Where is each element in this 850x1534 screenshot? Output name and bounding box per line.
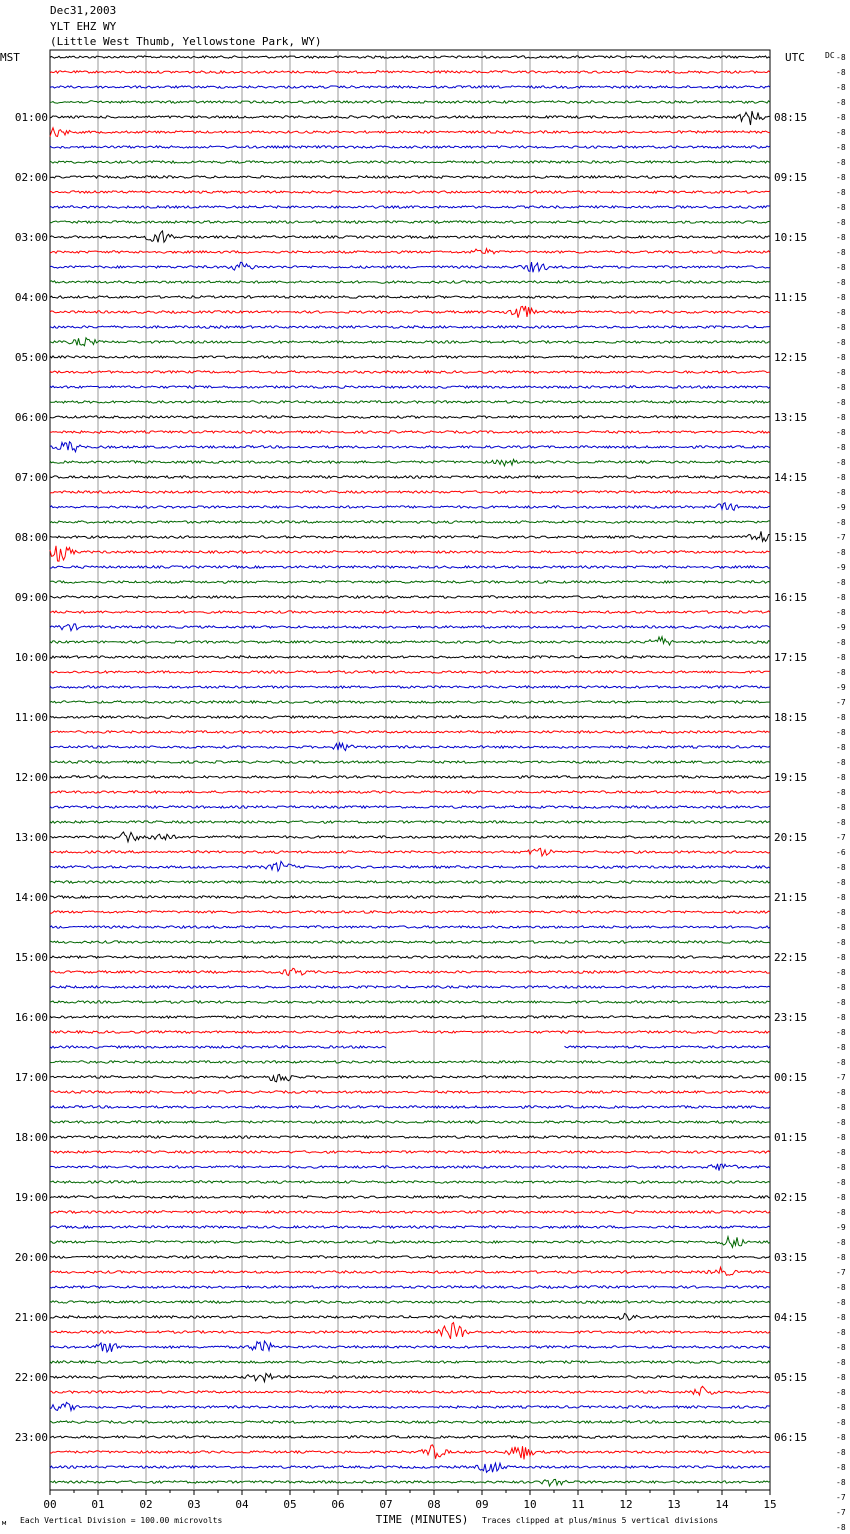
dc-offset-label: -8 (836, 173, 846, 182)
dc-offset-label: -8 (836, 863, 846, 872)
seismic-trace (50, 832, 770, 842)
seismic-trace (50, 221, 770, 223)
right-hour-label: 04:15 (774, 1311, 808, 1324)
right-hour-label: 03:15 (774, 1251, 808, 1264)
left-hour-label: 01:00 (14, 111, 48, 124)
seismic-trace (50, 176, 770, 178)
dc-offset-label: -8 (836, 923, 846, 932)
x-tick-label: 12 (619, 1498, 633, 1511)
dc-offset-label: -8 (836, 1328, 846, 1337)
seismic-trace (50, 1091, 770, 1093)
seismic-trace (50, 231, 770, 242)
seismic-trace (50, 1402, 770, 1410)
right-hour-label: 00:15 (774, 1071, 808, 1084)
dc-offset-label: -8 (836, 1043, 846, 1052)
station-name: YLT EHZ WY (50, 20, 117, 33)
seismic-trace (50, 566, 770, 568)
dc-offset-label: -8 (836, 638, 846, 647)
seismic-trace (50, 281, 770, 283)
dc-offset-label: -9 (836, 1223, 846, 1232)
dc-offset-label: -8 (836, 743, 846, 752)
seismic-trace (50, 71, 770, 73)
left-hour-label: 21:00 (14, 1311, 48, 1324)
seismic-trace (50, 1386, 770, 1395)
seismic-trace (50, 1196, 770, 1198)
dc-offset-label: -8 (836, 398, 846, 407)
seismic-trace (50, 531, 770, 541)
left-hour-label: 10:00 (14, 651, 48, 664)
dc-offset-label: -7 (836, 533, 846, 542)
dc-offset-label: -8 (836, 353, 846, 362)
dc-offset-label: -9 (836, 563, 846, 572)
seismic-trace (50, 1164, 770, 1171)
clip-note: Traces clipped at plus/minus 5 vertical divisions (482, 1516, 719, 1525)
dc-offset-label: -8 (836, 1448, 846, 1457)
seismic-trace (50, 442, 770, 452)
left-hour-label: 17:00 (14, 1071, 48, 1084)
dc-offset-label: -8 (836, 968, 846, 977)
seismic-trace (50, 1323, 770, 1339)
x-tick-label: 02 (139, 1498, 153, 1511)
right-hour-label: 14:15 (774, 471, 808, 484)
seismic-trace (50, 791, 770, 793)
seismic-trace (50, 1445, 770, 1460)
seismic-trace (50, 1436, 770, 1438)
left-hour-label: 04:00 (14, 291, 48, 304)
seismic-trace (50, 401, 770, 403)
seismic-trace (50, 911, 770, 913)
dc-offset-label: -8 (836, 338, 846, 347)
seismic-trace (50, 476, 770, 478)
seismic-trace (50, 326, 770, 328)
seismic-trace (50, 761, 770, 763)
right-hour-label: 09:15 (774, 171, 808, 184)
dc-offset-label: -8 (836, 278, 846, 287)
seismic-trace (50, 1373, 770, 1381)
seismic-trace (50, 1256, 770, 1258)
seismic-trace (50, 262, 770, 272)
x-axis-label: TIME (MINUTES) (375, 1513, 469, 1526)
seismic-trace (50, 1181, 770, 1183)
dc-offset-label: -8 (836, 83, 846, 92)
seismic-trace (50, 459, 770, 466)
seismic-trace (50, 1074, 770, 1081)
seismic-trace (50, 111, 770, 125)
right-hour-label: 13:15 (774, 411, 808, 424)
seismic-trace (50, 56, 770, 58)
left-hour-label: 12:00 (14, 771, 48, 784)
dc-offset-label: -8 (836, 548, 846, 557)
dc-offset-label: -8 (836, 1178, 846, 1187)
dc-offset-label: -8 (836, 983, 846, 992)
seismic-trace (50, 1226, 770, 1228)
dc-offset-label: -8 (836, 1028, 846, 1037)
seismic-trace (50, 296, 770, 298)
right-hour-label: 15:15 (774, 531, 808, 544)
left-hour-label: 05:00 (14, 351, 48, 364)
seismic-trace (50, 968, 770, 975)
seismic-trace (50, 503, 770, 511)
seismic-trace (50, 956, 770, 958)
seismic-trace (50, 731, 770, 733)
dc-offset-label: -8 (836, 578, 846, 587)
seismic-trace (50, 1479, 770, 1486)
seismic-trace (50, 1361, 770, 1363)
seismic-trace (50, 881, 770, 883)
dc-offset-label: -8 (836, 1403, 846, 1412)
x-tick-label: 01 (91, 1498, 105, 1511)
seismic-trace (50, 491, 770, 493)
x-tick-label: 04 (235, 1498, 249, 1511)
dc-offset-label: -9 (836, 503, 846, 512)
dc-offset-label: -8 (836, 1058, 846, 1067)
seismic-trace (50, 1301, 770, 1303)
dc-offset-label: -8 (836, 428, 846, 437)
dc-offset-label: -7 (836, 698, 846, 707)
left-hour-label: 18:00 (14, 1131, 48, 1144)
trace-group (50, 56, 770, 1486)
left-hour-label: 03:00 (14, 231, 48, 244)
right-hour-label: 16:15 (774, 591, 808, 604)
dc-offset-label: -8 (836, 1463, 846, 1472)
seismic-trace (50, 101, 770, 103)
dc-offset-label: -8 (836, 293, 846, 302)
dc-offset-label: -8 (836, 383, 846, 392)
right-hour-label: 05:15 (774, 1371, 808, 1384)
station-location: (Little West Thumb, Yellowstone Park, WY) (50, 35, 322, 48)
seismic-trace (50, 624, 770, 631)
dc-offset-label: -8 (836, 1013, 846, 1022)
left-hour-label: 13:00 (14, 831, 48, 844)
seismic-trace (50, 1341, 770, 1352)
left-hour-label: 15:00 (14, 951, 48, 964)
dc-offset-label: -8 (836, 1238, 846, 1247)
seismic-trace (50, 249, 770, 254)
dc-offset-label: -8 (836, 188, 846, 197)
dc-offset-label: -8 (836, 203, 846, 212)
seismic-trace (50, 716, 770, 718)
dc-offset-label: -8 (836, 113, 846, 122)
seismic-trace (50, 848, 770, 856)
dc-offset-label: -8 (836, 593, 846, 602)
right-hour-label: 17:15 (774, 651, 808, 664)
seismic-trace (50, 161, 770, 163)
dc-offset-label: -8 (836, 458, 846, 467)
seismic-trace (50, 821, 770, 823)
dc-offset-label: -8 (836, 368, 846, 377)
dc-offset-label: -8 (836, 728, 846, 737)
seismic-trace (50, 861, 770, 871)
seismic-trace (50, 521, 770, 523)
dc-offset-label: -8 (836, 1253, 846, 1262)
seismic-trace (50, 371, 770, 373)
seismic-trace (50, 1121, 770, 1123)
dc-offset-label: -7 (836, 1493, 846, 1502)
seismic-trace (50, 596, 770, 598)
dc-offset-label: -8 (836, 1313, 846, 1322)
dc-offset-label: -8 (836, 443, 846, 452)
dc-offset-label: -7 (836, 1268, 846, 1277)
dc-offset-label: -8 (836, 233, 846, 242)
dc-offset-label: -9 (836, 683, 846, 692)
plot-date: Dec31,2003 (50, 4, 117, 17)
left-hour-label: 08:00 (14, 531, 48, 544)
x-tick-label: 11 (571, 1498, 585, 1511)
dc-offset-label: -8 (836, 1118, 846, 1127)
dc-offset-label: -8 (836, 608, 846, 617)
dc-offset-label: -8 (836, 128, 846, 137)
dc-offset-label: -8 (836, 893, 846, 902)
dc-label: DC (825, 51, 835, 60)
seismic-trace (50, 128, 770, 137)
dc-offset-label: -8 (836, 53, 846, 62)
dc-offset-label: -8 (836, 248, 846, 257)
seismic-trace (50, 1211, 770, 1213)
left-hour-label: 09:00 (14, 591, 48, 604)
right-hour-label: 19:15 (774, 771, 808, 784)
dc-offset-label: -8 (836, 263, 846, 272)
right-hour-label: 12:15 (774, 351, 808, 364)
dc-offset-label: -8 (836, 1478, 846, 1487)
seismic-trace (565, 1046, 771, 1048)
dc-offset-label: -9 (836, 623, 846, 632)
x-tick-label: 09 (475, 1498, 489, 1511)
right-hour-label: 20:15 (774, 831, 808, 844)
left-hour-label: 11:00 (14, 711, 48, 724)
left-hour-label: 16:00 (14, 1011, 48, 1024)
right-hour-label: 22:15 (774, 951, 808, 964)
right-timezone-label: UTC (785, 51, 805, 64)
dc-offset-label: -8 (836, 908, 846, 917)
seismic-trace (50, 86, 770, 88)
seismic-trace (50, 191, 770, 193)
dc-offset-label: -8 (836, 818, 846, 827)
x-tick-label: 15 (763, 1498, 777, 1511)
left-hour-label: 06:00 (14, 411, 48, 424)
dc-offset-label: -8 (836, 68, 846, 77)
seismic-trace (50, 1106, 770, 1108)
x-tick-label: 05 (283, 1498, 297, 1511)
left-hour-label: 23:00 (14, 1431, 48, 1444)
seismic-trace (50, 581, 770, 583)
right-hour-label: 01:15 (774, 1131, 808, 1144)
dc-offset-label: -8 (836, 1298, 846, 1307)
dc-offset-label: -6 (836, 848, 846, 857)
seismic-trace (50, 1016, 770, 1018)
dc-offset-label: -8 (836, 1343, 846, 1352)
seismic-trace (50, 356, 770, 358)
seismic-trace (50, 896, 770, 898)
dc-offset-label: -8 (836, 1103, 846, 1112)
right-hour-label: 23:15 (774, 1011, 808, 1024)
scale-note: Each Vertical Division = 100.00 microvolts (20, 1516, 223, 1525)
x-tick-label: 10 (523, 1498, 537, 1511)
seismic-trace (50, 926, 770, 928)
dc-offset-label: -8 (836, 878, 846, 887)
dc-offset-label: -8 (836, 323, 846, 332)
dc-offset-label: -8 (836, 1283, 846, 1292)
right-hour-label: 21:15 (774, 891, 808, 904)
dc-offset-label: -8 (836, 143, 846, 152)
seismic-trace (50, 1061, 770, 1063)
left-hour-label: 02:00 (14, 171, 48, 184)
dc-offset-label: -8 (836, 308, 846, 317)
dc-offset-label: -8 (836, 1193, 846, 1202)
x-tick-label: 08 (427, 1498, 441, 1511)
seismic-trace (50, 1031, 770, 1033)
right-hour-label: 11:15 (774, 291, 808, 304)
dc-offset-label: -8 (836, 668, 846, 677)
right-hour-label: 02:15 (774, 1191, 808, 1204)
seismic-trace (50, 416, 770, 418)
dc-offset-label: -8 (836, 938, 846, 947)
left-hour-label: 20:00 (14, 1251, 48, 1264)
dc-offset-label: -8 (836, 1208, 846, 1217)
dc-offset-label: -8 (836, 1088, 846, 1097)
left-hour-label: 07:00 (14, 471, 48, 484)
seismic-trace (50, 611, 770, 613)
dc-offset-label: -8 (836, 473, 846, 482)
x-tick-label: 14 (715, 1498, 729, 1511)
left-hour-label: 22:00 (14, 1371, 48, 1384)
dc-offset-label: -7 (836, 833, 846, 842)
seismic-trace (50, 1151, 770, 1153)
dc-offset-label: -7 (836, 1508, 846, 1517)
right-hour-label: 06:15 (774, 1431, 808, 1444)
dc-offset-label: -8 (836, 1148, 846, 1157)
seismic-trace (50, 686, 770, 688)
dc-offset-label: -8 (836, 158, 846, 167)
dc-offset-label: -8 (836, 713, 846, 722)
left-timezone-label: MST (0, 51, 20, 64)
left-hour-label: 14:00 (14, 891, 48, 904)
dc-offset-label: -8 (836, 773, 846, 782)
dc-offset-label: -8 (836, 1523, 846, 1532)
seismic-trace (50, 637, 770, 645)
seismic-trace (50, 671, 770, 673)
dc-offset-label: -8 (836, 758, 846, 767)
dc-offset-label: -8 (836, 1418, 846, 1427)
seismic-trace (50, 146, 770, 148)
dc-offset-label: -8 (836, 218, 846, 227)
seismic-trace (50, 1136, 770, 1138)
seismic-trace (50, 986, 770, 988)
dc-offset-label: -8 (836, 788, 846, 797)
dc-offset-label: -8 (836, 1373, 846, 1382)
x-tick-label: 07 (379, 1498, 393, 1511)
dc-offset-label: -8 (836, 998, 846, 1007)
right-hour-label: 10:15 (774, 231, 808, 244)
seismic-trace (50, 206, 770, 208)
seismic-trace (50, 701, 770, 703)
dc-offset-label: -8 (836, 803, 846, 812)
dc-offset-label: -8 (836, 413, 846, 422)
dc-offset-label: -8 (836, 518, 846, 527)
right-hour-label: 08:15 (774, 111, 808, 124)
seismic-trace (50, 1463, 770, 1472)
corner-mark: м (2, 1519, 7, 1527)
seismic-trace (50, 1286, 770, 1288)
seismic-trace (50, 431, 770, 433)
dc-offset-label: -8 (836, 488, 846, 497)
seismic-trace (50, 743, 770, 750)
seismic-trace (50, 1237, 770, 1248)
seismic-trace (50, 1267, 770, 1275)
x-tick-label: 03 (187, 1498, 201, 1511)
dc-offset-label: -8 (836, 953, 846, 962)
left-hour-label: 19:00 (14, 1191, 48, 1204)
seismic-trace (50, 306, 770, 318)
dc-offset-label: -8 (836, 1433, 846, 1442)
x-tick-label: 13 (667, 1498, 681, 1511)
seismic-trace (50, 656, 770, 658)
dc-offset-label: -8 (836, 653, 846, 662)
dc-offset-label: -8 (836, 1133, 846, 1142)
seismic-trace (50, 941, 770, 943)
seismic-trace (50, 1046, 386, 1048)
dc-offset-label: -8 (836, 1388, 846, 1397)
x-tick-label: 06 (331, 1498, 345, 1511)
seismic-trace (50, 546, 770, 561)
seismic-trace (50, 386, 770, 388)
x-tick-label: 00 (43, 1498, 57, 1511)
seismic-trace (50, 806, 770, 808)
seismic-trace (50, 1421, 770, 1423)
seismic-trace (50, 338, 770, 346)
right-hour-label: 18:15 (774, 711, 808, 724)
dc-offset-label: -7 (836, 1073, 846, 1082)
seismic-trace (50, 776, 770, 778)
seismic-trace (50, 1314, 770, 1321)
seismic-trace (50, 1001, 770, 1003)
dc-offset-label: -8 (836, 1358, 846, 1367)
dc-offset-label: -8 (836, 1163, 846, 1172)
dc-offset-label: -8 (836, 98, 846, 107)
